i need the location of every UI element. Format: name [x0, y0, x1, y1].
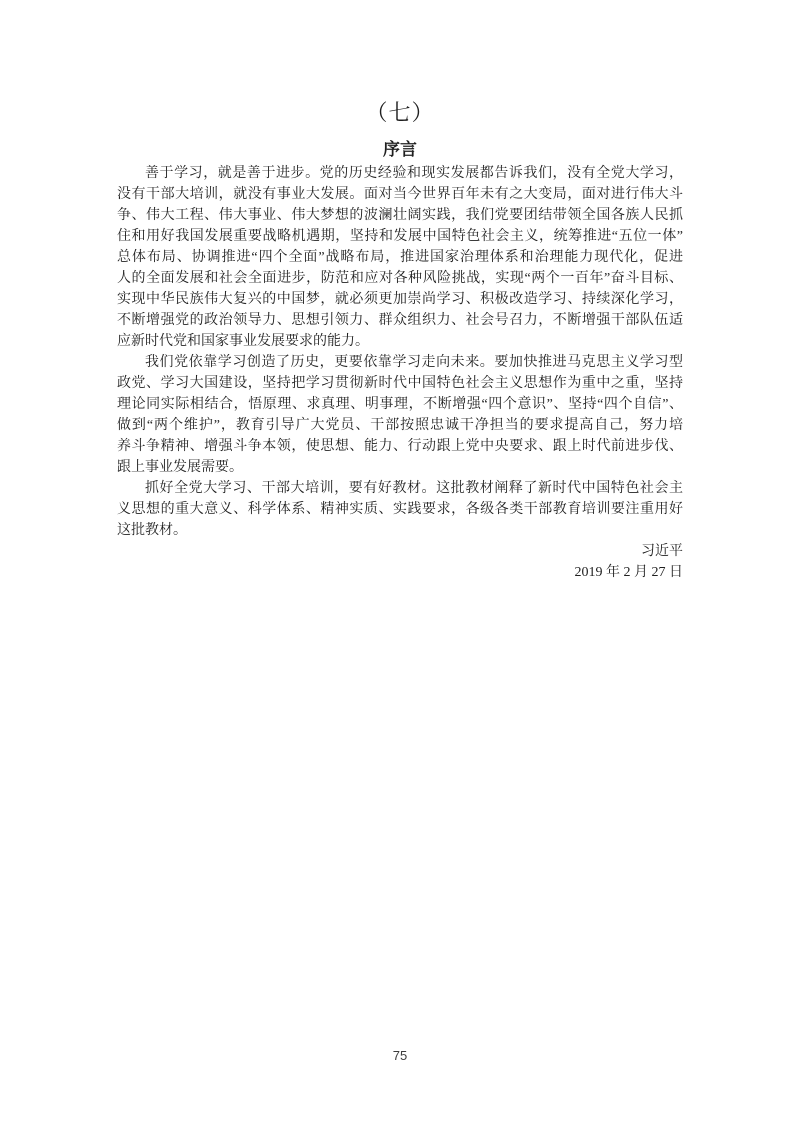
- paragraph: [117, 478, 683, 541]
- paragraph-line: 善于学习，就是善于进步。党的历史经验和现实发展都告诉我们，没有全党大学习，: [145, 166, 683, 181]
- paragraph-line: 总体布局、协调推进“四个全面”战略布局，推进国家治理体系和治理能力现代化，促进: [117, 250, 683, 265]
- paragraph-line: 养斗争精神、增强斗争本领，使思想、能力、行动跟上党中央要求、跟上时代前进步伐、: [117, 439, 683, 454]
- paragraph-line: 做到“两个维护”，教育引导广大党员、干部按照忠诚干净担当的要求提高自己，努力培: [117, 418, 683, 433]
- paragraph-line: 住和用好我国发展重要战略机遇期，坚持和发展中国特色社会主义，统筹推进“五位一体”: [117, 229, 683, 244]
- signature: 习近平: [641, 544, 683, 559]
- paragraph-line: 义思想的重大意义、科学体系、精神实质、实践要求，各级各类干部教育培训要注重用好: [117, 502, 683, 517]
- paragraph: [117, 163, 683, 352]
- paragraph-line: 理论同实际相结合，悟原理、求真理、明事理，不断增强“四个意识”、坚持“四个自信”、: [117, 397, 683, 412]
- paragraph-line: 政党、学习大国建设，坚持把学习贯彻新时代中国特色社会主义思想作为重中之重，坚持: [117, 376, 683, 391]
- document-title: 序言: [383, 140, 417, 159]
- paragraph-line: 人的全面发展和社会全面进步，防范和应对各种风险挑战，实现“两个一百年”奋斗目标、: [117, 271, 683, 286]
- paragraph-line: 抓好全党大学习、干部大培训，要有好教材。这批教材阐释了新时代中国特色社会主: [145, 481, 683, 496]
- paragraph-line: 这批教材。: [117, 523, 187, 538]
- paragraph-line: 争、伟大工程、伟大事业、伟大梦想的波澜壮阔实践，我们党要团结带领全国各族人民抓: [117, 208, 683, 223]
- paragraph-line: 跟上事业发展需要。: [117, 460, 243, 475]
- document-body: [117, 163, 683, 541]
- page-number: 75: [392, 1048, 408, 1063]
- paragraph: [117, 352, 683, 478]
- signature-date: 2019 年 2 月 27 日: [574, 565, 683, 580]
- paragraph-line: 实现中华民族伟大复兴的中国梦，就必须更加崇尚学习、积极改造学习、持续深化学习，: [117, 292, 683, 307]
- document-content: [117, 0, 683, 583]
- paragraph-line: 不断增强党的政治领导力、思想引领力、群众组织力、社会号召力，不断增强干部队伍适: [117, 313, 683, 328]
- section-number-heading: （七）: [365, 100, 435, 125]
- paragraph-line: 没有干部大培训，就没有事业大发展。面对当今世界百年未有之大变局，面对进行伟大斗: [117, 187, 683, 202]
- paragraph-line: 应新时代党和国家事业发展要求的能力。: [117, 334, 369, 349]
- paragraph-line: 我们党依靠学习创造了历史，更要依靠学习走向未来。要加快推进马克思主义学习型: [145, 355, 683, 370]
